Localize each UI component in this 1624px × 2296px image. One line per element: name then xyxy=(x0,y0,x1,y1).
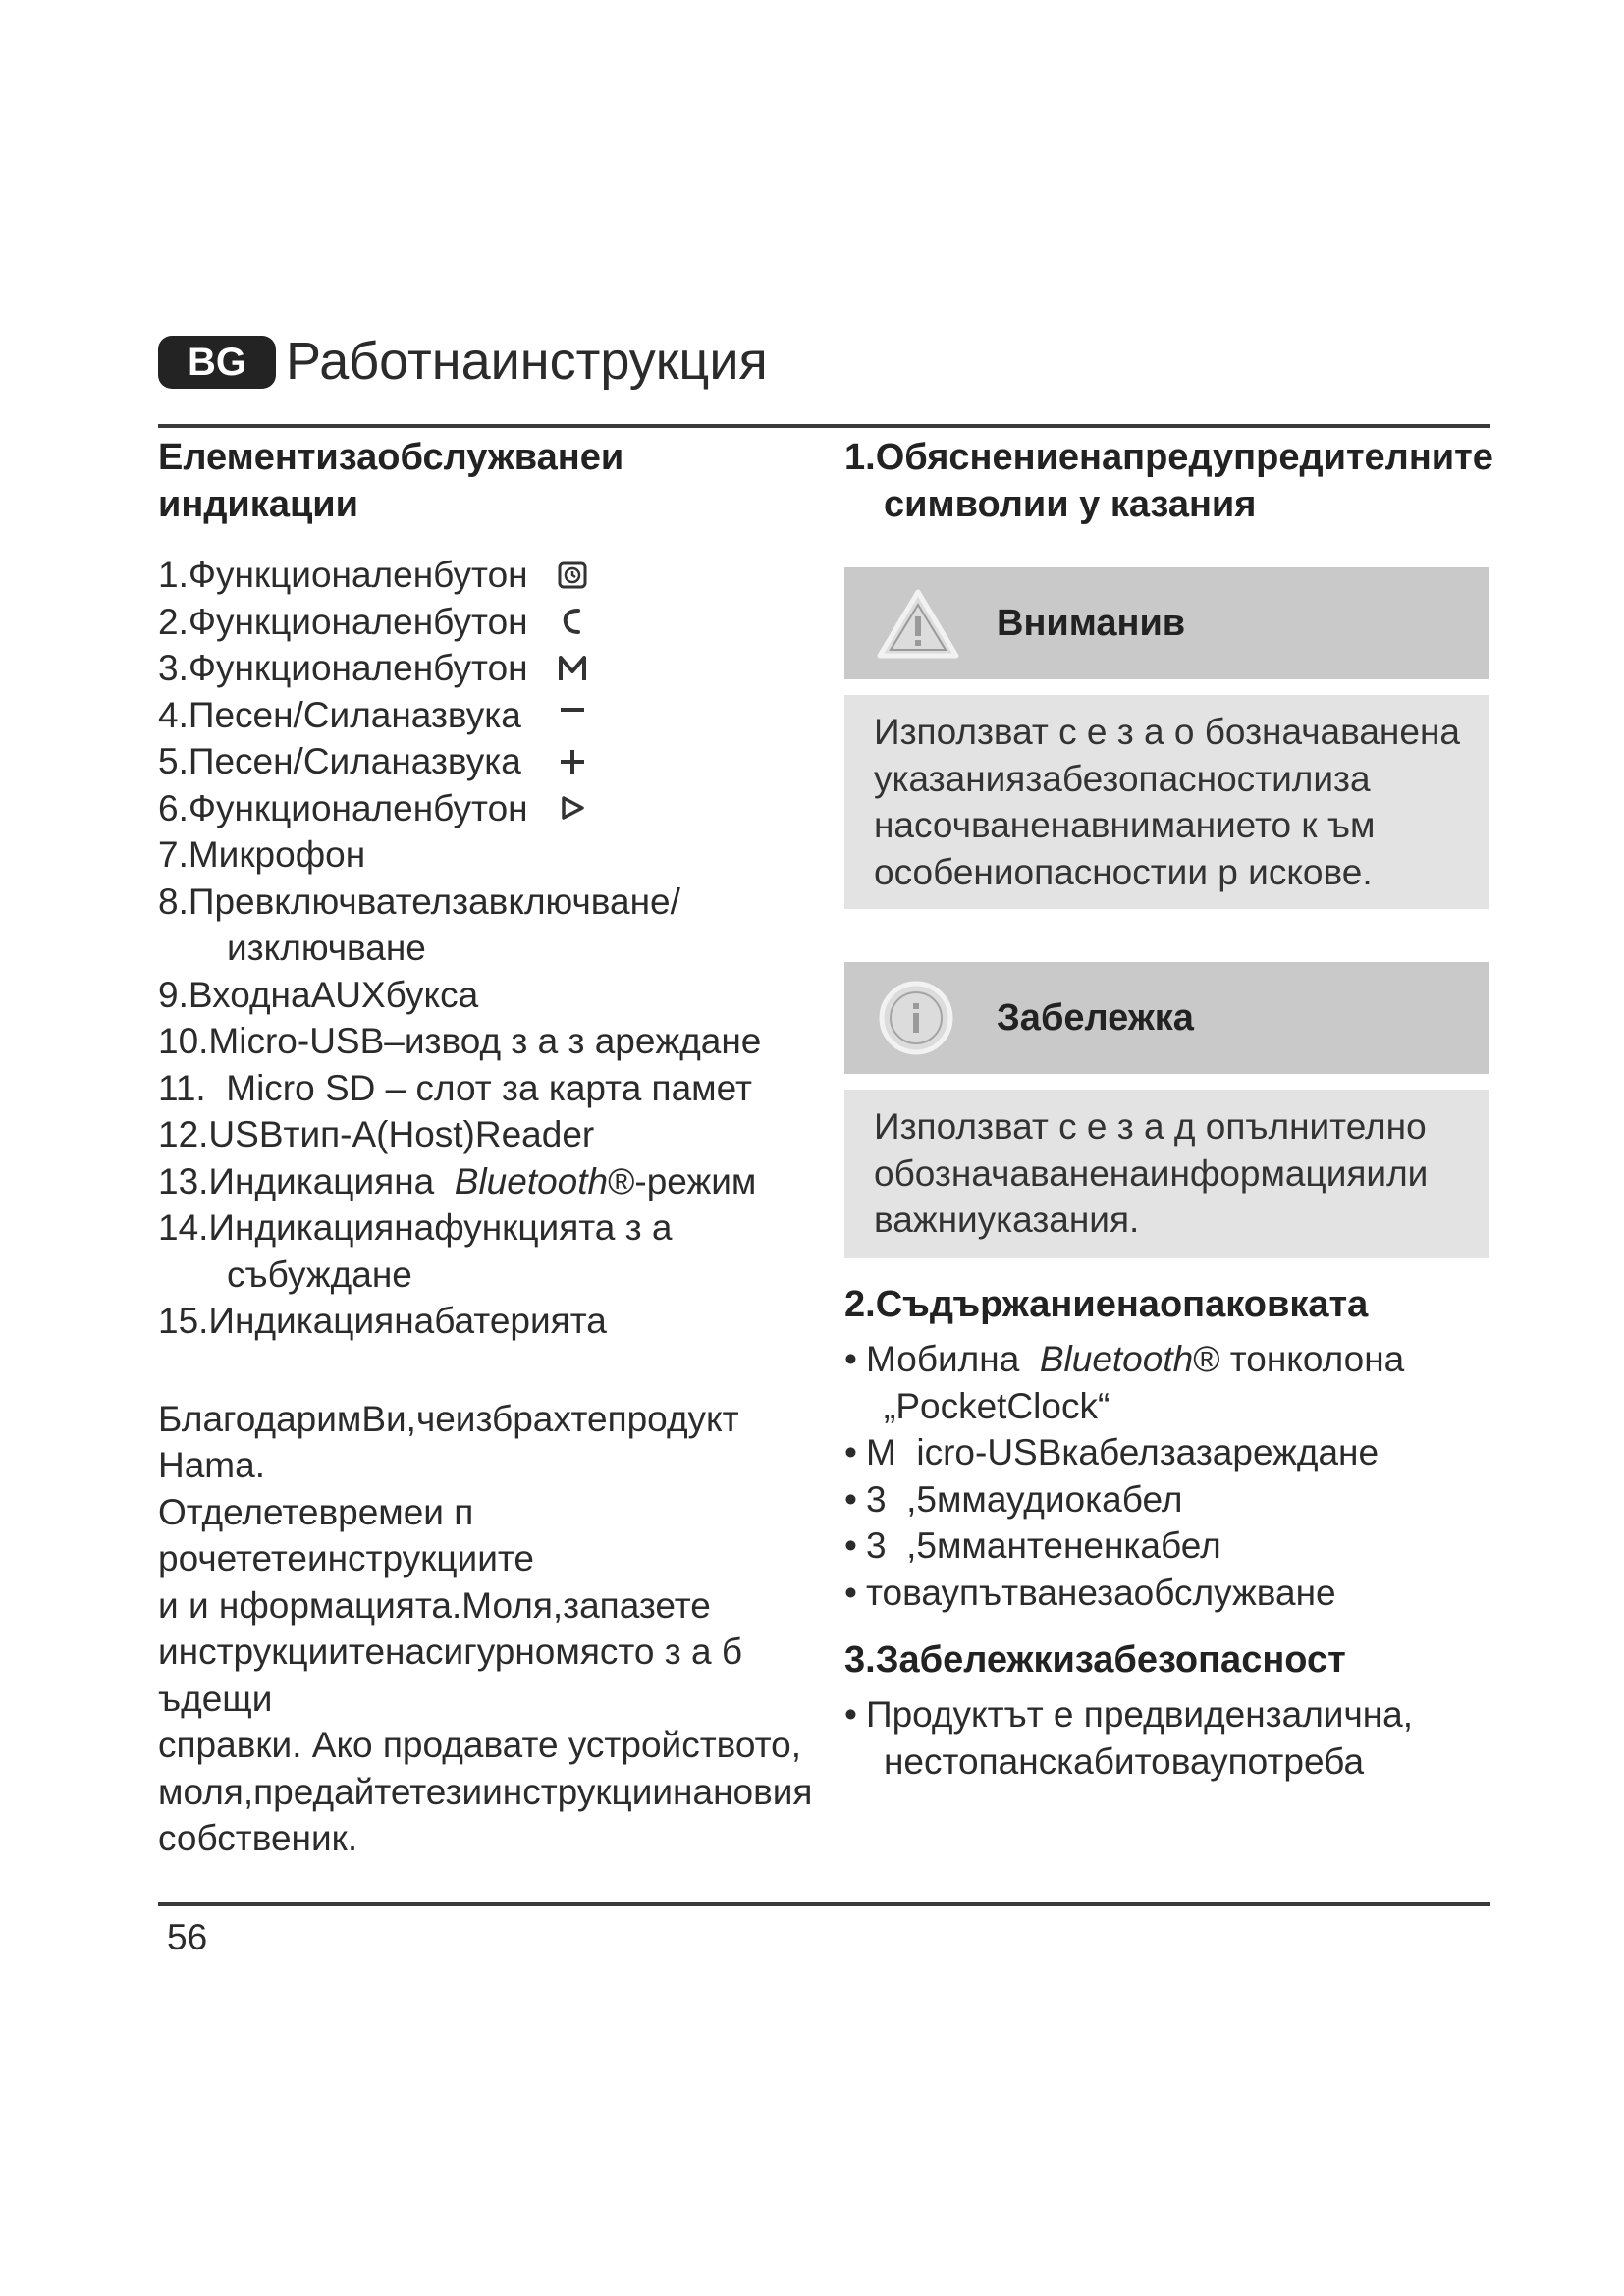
safety-list xyxy=(844,1691,1492,1785)
phone-icon xyxy=(553,599,592,645)
list-item: • 3 ,5ммантененкабел xyxy=(844,1522,1492,1570)
section1 xyxy=(844,434,1492,528)
section1-heading: 1.Обяснениенапредупредителните символии у казания xyxy=(844,437,1493,525)
controls-list-item: 2.Функционаленбутон xyxy=(158,599,826,646)
alarm-clock-icon xyxy=(553,552,592,598)
document-title: Работнаинструкция xyxy=(286,332,768,391)
controls-list-item: 7.Микрофон xyxy=(158,834,366,875)
controls-list-item: 12.USBтип-A(Host)Reader xyxy=(158,1114,595,1154)
mode-m-icon xyxy=(553,645,592,691)
list-item: • 3 ,5ммаудиокабел xyxy=(844,1476,1492,1523)
controls-heading: Елементизаобслужванеи индикации xyxy=(158,437,624,525)
left-column xyxy=(158,434,826,1862)
controls-list-item: 5.Песен/Силаназвука xyxy=(158,738,826,785)
package-contents-list xyxy=(844,1336,1492,1616)
section2 xyxy=(844,1281,1492,1616)
warning-triangle-icon xyxy=(876,587,960,660)
controls-list-item: 3.Функционаленбутон xyxy=(158,645,826,692)
list-item: • М icro-USBкабелзазареждане xyxy=(844,1429,1492,1476)
controls-list-item: 10.Micro-USB–извод з а з арeждане xyxy=(158,1021,762,1061)
minus-icon xyxy=(553,692,592,738)
warning-title: Вниманив xyxy=(997,603,1186,644)
list-item: • Продуктът е предвидензалична, нестопанскабитоваупотреба xyxy=(844,1691,1492,1785)
controls-list-item: 6.Функционаленбутон xyxy=(158,785,826,832)
list-item: • товаупътванезаобслужване xyxy=(844,1570,1492,1617)
section2-heading: 2.Съдържаниенаопаковката xyxy=(844,1284,1369,1325)
language-badge: BG xyxy=(158,336,276,389)
controls-list-item: 4.Песен/Силаназвука xyxy=(158,692,826,739)
controls-list-item: 15.Индикациянабатерията xyxy=(158,1301,607,1341)
footer-rule xyxy=(158,1902,1490,1906)
warning-body: Използват с е з а о бозначаванена указаниязабезопасностилиза насочваненавниманието к ъм особениопасностии р искове. xyxy=(844,695,1489,909)
controls-list xyxy=(158,552,826,1345)
info-circle-icon xyxy=(878,980,954,1056)
note-header xyxy=(844,962,1489,1074)
controls-list-item: 9.ВходнаAUXбукса xyxy=(158,974,479,1015)
controls-list-item: 13.Индикацияна Bluetooth®-режим xyxy=(158,1160,757,1201)
page-number: 56 xyxy=(167,1917,208,1957)
plus-icon xyxy=(553,738,592,784)
list-item: • Мобилна Bluetooth® тонколона „PocketClock“ xyxy=(844,1336,1492,1429)
controls-list-item: 1.Функционаленбутон xyxy=(158,552,826,599)
section3-heading: 3.Забележкизабезопасност xyxy=(844,1639,1346,1681)
note-body: Използват с е з а д опълнително обозначаваненаинформацияили важниуказания. xyxy=(844,1090,1489,1258)
warning-header xyxy=(844,567,1489,679)
intro-paragraph: БлагодаримВи,чеизбрахтепродукт Hama. Отделетевремеи п рочететеинструкциите и и нформацията.Моля,запазете инструкциитенасигурномясто з а б ъдещи справки. Ако продавате устройството, моля,предайтетезиинструкциинановия собственик. xyxy=(158,1398,813,1858)
controls-list-item: 8.Превключвателзавключване/ изключване xyxy=(158,881,680,968)
play-icon xyxy=(553,785,592,831)
header-rule xyxy=(158,424,1490,428)
controls-list-item: 14.Индикациянафункцията з а събуждане xyxy=(158,1207,673,1295)
section3 xyxy=(844,1636,1492,1785)
note-title: Забележка xyxy=(997,997,1194,1039)
controls-list-item: 11. Micro SD – слот за карта памет xyxy=(158,1067,752,1108)
